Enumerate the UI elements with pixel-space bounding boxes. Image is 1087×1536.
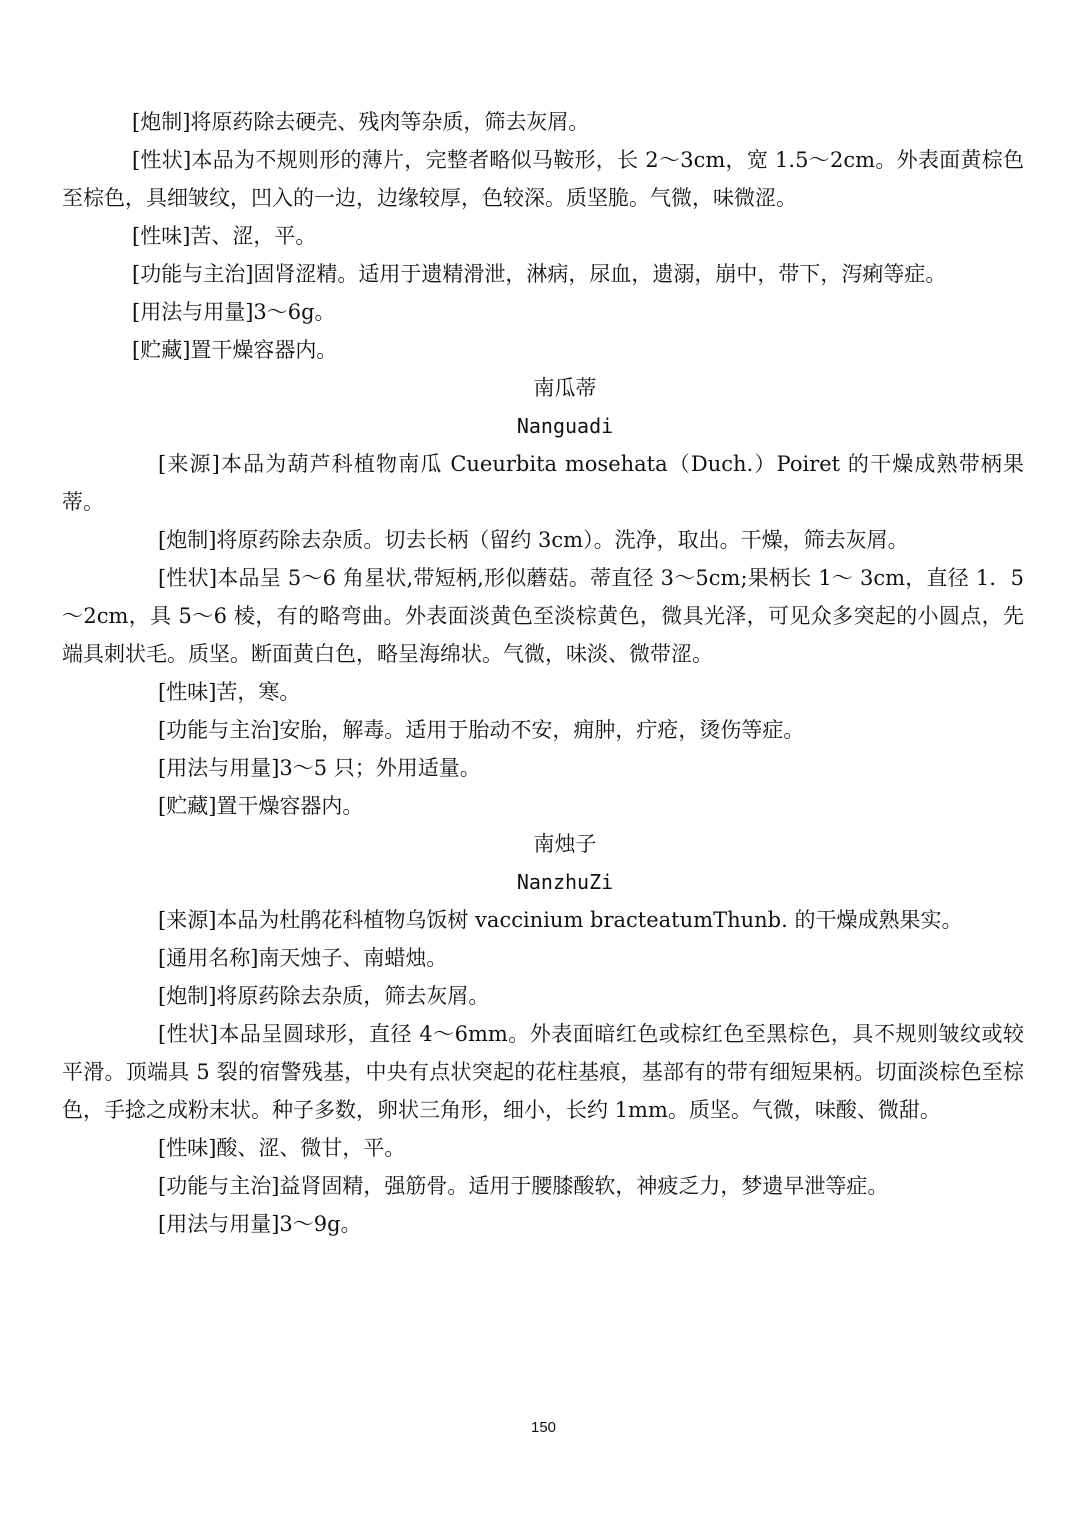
paragraph-function: [功能与主治]固肾涩精。适用于遗精滑泄，淋病，尿血，遗溺，崩中，带下，泻痢等症。 — [132, 262, 947, 286]
paragraph-storage: [贮藏]置干燥容器内。 — [158, 794, 364, 818]
paragraph-function: [功能与主治]安胎，解毒。适用于胎动不安，痈肿，疔疮，烫伤等症。 — [158, 718, 805, 742]
paragraph-dosage: [用法与用量]3～9g。 — [158, 1212, 362, 1236]
paragraph-character: [性状]本品呈 5～6 角星状,带短柄,形似蘑菇。蒂直径 3～5cm;果柄长 1～ 3cm，直径 1．5～2cm，具 5～6 棱，有的略弯曲。外表面淡黄色至淡棕黄色，微具光泽，可见众多突起的小圆点，先端具刺状毛。质坚。断面黄白色，略呈海绵状。气微，味淡、微带涩。 — [62, 566, 1024, 666]
paragraph-dosage: [用法与用量]3～6g。 — [132, 300, 336, 324]
entry-title-chinese: 南瓜蒂 — [533, 376, 597, 400]
paragraph-taste: [性味]苦、涩，平。 — [132, 224, 317, 248]
entry-title-pinyin: NanzhuZi — [516, 870, 614, 894]
paragraph-function: [功能与主治]益肾固精，强筋骨。适用于腰膝酸软，神疲乏力，梦遗早泄等症。 — [158, 1174, 889, 1198]
paragraph-source: [来源]本品为葫芦科植物南瓜 Cueurbita mosehata（Duch.）Poiret 的干燥成熟带柄果蒂。 — [62, 452, 1024, 514]
paragraph-processing: [炮制]将原药除去杂质，筛去灰屑。 — [158, 984, 490, 1008]
paragraph-dosage: [用法与用量]3～5 只；外用适量。 — [158, 756, 481, 780]
entry-title-chinese: 南烛子 — [533, 832, 597, 856]
paragraph-processing: [炮制]将原药除去杂质。切去长柄（留约 3cm）。洗净，取出。干燥，筛去灰屑。 — [158, 528, 909, 552]
paragraph-character: [性状]本品为不规则形的薄片，完整者略似马鞍形，长 2～3cm，宽 1.5～2cm。外表面黄棕色至棕色，具细皱纹，凹入的一边，边缘较厚，色较深。质坚脆。气微，味微涩。 — [62, 148, 1024, 210]
paragraph-storage: [贮藏]置干燥容器内。 — [132, 338, 338, 362]
paragraph-source: [来源]本品为杜鹃花科植物乌饭树 vaccinium bracteatumThunb. 的干燥成熟果实。 — [158, 908, 963, 932]
page-number: 150 — [530, 1419, 557, 1436]
paragraph-common-names: [通用名称]南天烛子、南蜡烛。 — [158, 946, 448, 970]
entry-title-pinyin: Nanguadi — [516, 414, 614, 438]
paragraph-taste: [性味]苦，寒。 — [158, 680, 301, 704]
paragraph-processing: [炮制]将原药除去硬壳、残肉等杂质，筛去灰屑。 — [132, 110, 590, 134]
paragraph-character: [性状]本品呈圆球形，直径 4～6mm。外表面暗红色或棕红色至黑棕色，具不规则皱纹或较平滑。顶端具 5 裂的宿警残基，中央有点状突起的花柱基痕，基部有的带有细短果柄。切面淡棕色至棕色，手捻之成粉末状。种子多数，卵状三角形，细小，长约 1mm。质坚。气微，味酸、微甜。 — [62, 1022, 1024, 1122]
page-content — [62, 103, 1024, 1243]
paragraph-taste: [性味]酸、涩、微甘，平。 — [158, 1136, 406, 1160]
